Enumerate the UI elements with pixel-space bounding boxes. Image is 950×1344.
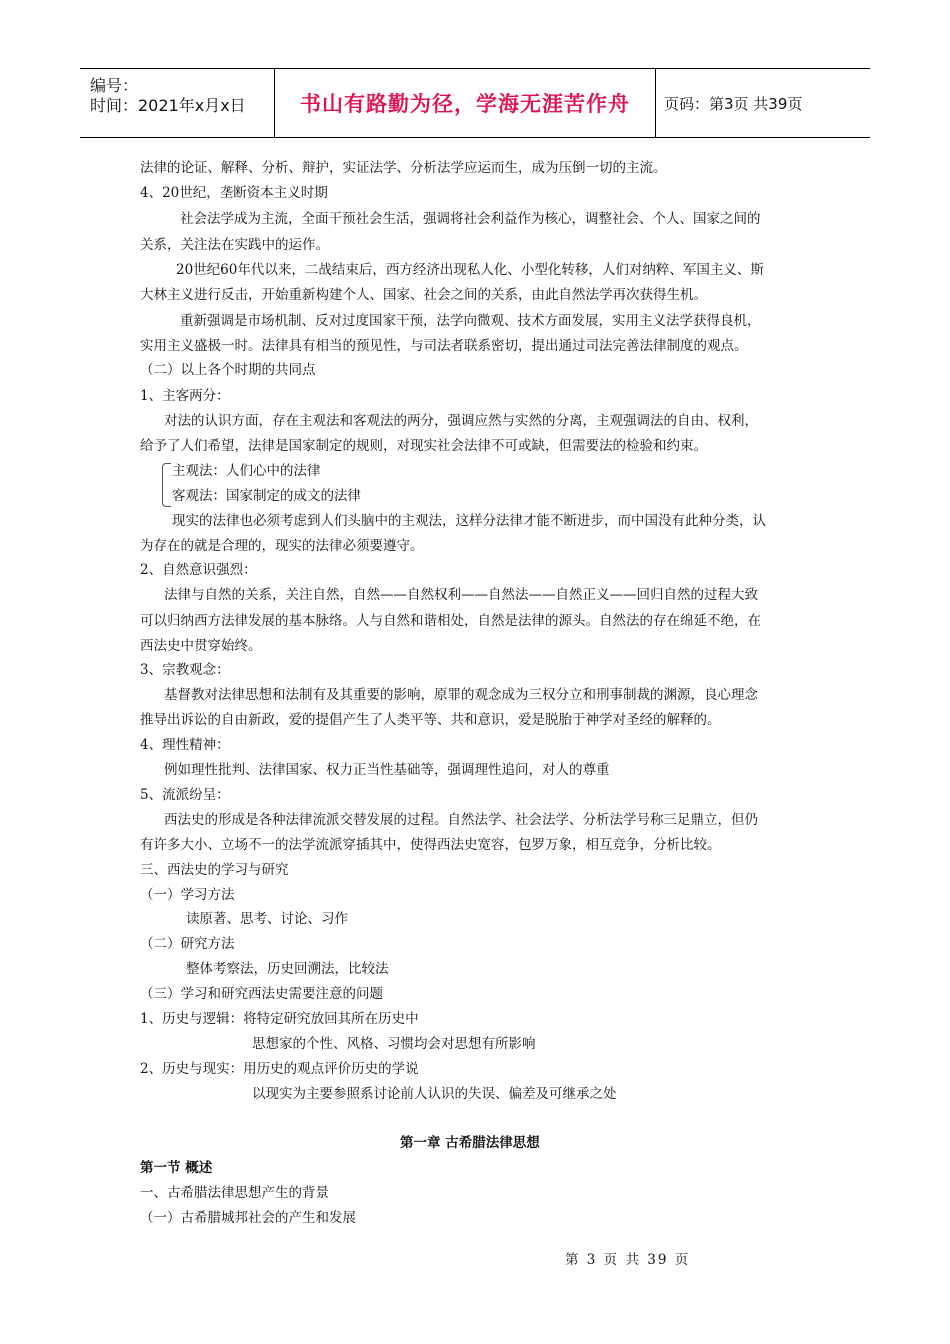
header-motto-cell: [275, 69, 656, 137]
text-line: 对法的认识方面，存在主观法和客观法的两分，强调应然与实然的分离，主观强调法的自由、权利，: [164, 413, 758, 429]
section-heading: 三、西法史的学习与研究: [140, 862, 289, 878]
text-line: 主观法：人们心中的法律: [172, 463, 321, 479]
text-line: 社会法学成为主流，全面干预社会生活，强调将社会利益作为核心，调整社会、个人、国家之间的: [180, 211, 761, 227]
text-line: 推导出诉讼的自由新政，爱的提倡产生了人类平等、共和意识，爱是脱胎于神学对圣经的解释的。: [140, 712, 721, 728]
section-title: 第一节 概述: [140, 1160, 213, 1176]
header-page-cell: [656, 69, 870, 137]
text-line: （三）学习和研究西法史需要注意的问题: [140, 986, 383, 1002]
section-heading: （二）以上各个时期的共同点: [140, 362, 316, 378]
text-line: 西法史中贯穿始终。: [140, 638, 262, 654]
text-line: 2、历史与现实：用历史的观点评价历史的学说: [140, 1061, 419, 1077]
number-label: 编号：: [90, 76, 139, 95]
text-line: （一）学习方法: [140, 887, 235, 903]
text-line: 基督教对法律思想和法制有及其重要的影响，原罪的观念成为三权分立和刑事制裁的渊源，良心理念: [164, 687, 758, 703]
motto-text: 书山有路勤为径，学海无涯苦作舟: [300, 92, 630, 116]
text-line: 3、宗教观念：: [140, 662, 230, 678]
brace-symbol: [162, 463, 171, 507]
text-line: 关系，关注法在实践中的运作。: [140, 237, 329, 253]
text-line: 可以归纳西方法律发展的基本脉络。人与自然和谐相处，自然是法律的源头。自然法的存在绵延不绝，在: [140, 613, 761, 629]
text-line: 以现实为主要参照系讨论前人认识的失误、偏差及可继承之处: [252, 1086, 617, 1102]
text-line: 整体考察法，历史回溯法，比较法: [186, 961, 389, 977]
page-footer: 第 3 页 共 39 页: [565, 1252, 691, 1268]
header-meta-cell: [80, 69, 275, 137]
text-line: 现实的法律也必须考虑到人们头脑中的主观法，这样分法律才能不断进步，而中国没有此种分类，认: [172, 513, 766, 529]
text-line: 为存在的就是合理的，现实的法律必须要遵守。: [140, 538, 424, 554]
text-line: 例如理性批判、法律国家、权力正当性基础等，强调理性追问，对人的尊重: [164, 762, 610, 778]
text-line: （二）研究方法: [140, 936, 235, 952]
text-line: 有许多大小、立场不一的法学流派穿插其中，使得西法史宽容，包罗万象，相互竞争，分析比较。: [140, 837, 721, 853]
date-label: 时间：2021年x月x日: [90, 96, 246, 115]
text-line: 读原著、思考、讨论、习作: [186, 911, 348, 927]
text-line: 重新强调是市场机制、反对过度国家干预，法学向微观、技术方面发展，实用主义法学获得良机，: [180, 313, 761, 329]
text-line: 法律的论证、解释、分析、辩护，实证法学、分析法学应运而生，成为压倒一切的主流。: [140, 160, 667, 176]
text-line: 实用主义盛极一时。法律具有相当的预见性，与司法者联系密切，提出通过司法完善法律制度的观点。: [140, 338, 748, 354]
text-line: 2、自然意识强烈：: [140, 562, 257, 578]
text-line: 法律与自然的关系，关注自然，自然——自然权利——自然法——自然正义——回归自然的过程大致: [164, 587, 758, 603]
page-info: 页码：第3页 共39页: [664, 94, 803, 113]
text-line: 一、古希腊法律思想产生的背景: [140, 1185, 329, 1201]
text-line: 给予了人们希望，法律是国家制定的规则，对现实社会法律不可或缺，但需要法的检验和约束。: [140, 438, 707, 454]
text-line: 5、流派纷呈：: [140, 787, 230, 803]
text-line: 4、20世纪，垄断资本主义时期: [140, 185, 328, 201]
text-line: 思想家的个性、风格、习惯均会对思想有所影响: [252, 1036, 536, 1052]
chapter-title: 第一章 古希腊法律思想: [400, 1135, 540, 1151]
text-line: 西法史的形成是各种法律流派交替发展的过程。自然法学、社会法学、分析法学号称三足鼎立，但仍: [164, 812, 758, 828]
text-line: 客观法：国家制定的成文的法律: [172, 488, 361, 504]
text-line: 4、理性精神：: [140, 737, 230, 753]
page-header: [80, 68, 870, 138]
text-line: 大林主义进行反击，开始重新构建个人、国家、社会之间的关系，由此自然法学再次获得生机。: [140, 287, 707, 303]
text-line: 20世纪60年代以来，二战结束后，西方经济出现私人化、小型化转移，人们对纳粹、军国主义、斯: [176, 262, 764, 278]
text-line: 1、主客两分：: [140, 388, 230, 404]
text-line: 1、历史与逻辑：将特定研究放回其所在历史中: [140, 1011, 419, 1027]
text-line: （一）古希腊城邦社会的产生和发展: [140, 1210, 356, 1226]
